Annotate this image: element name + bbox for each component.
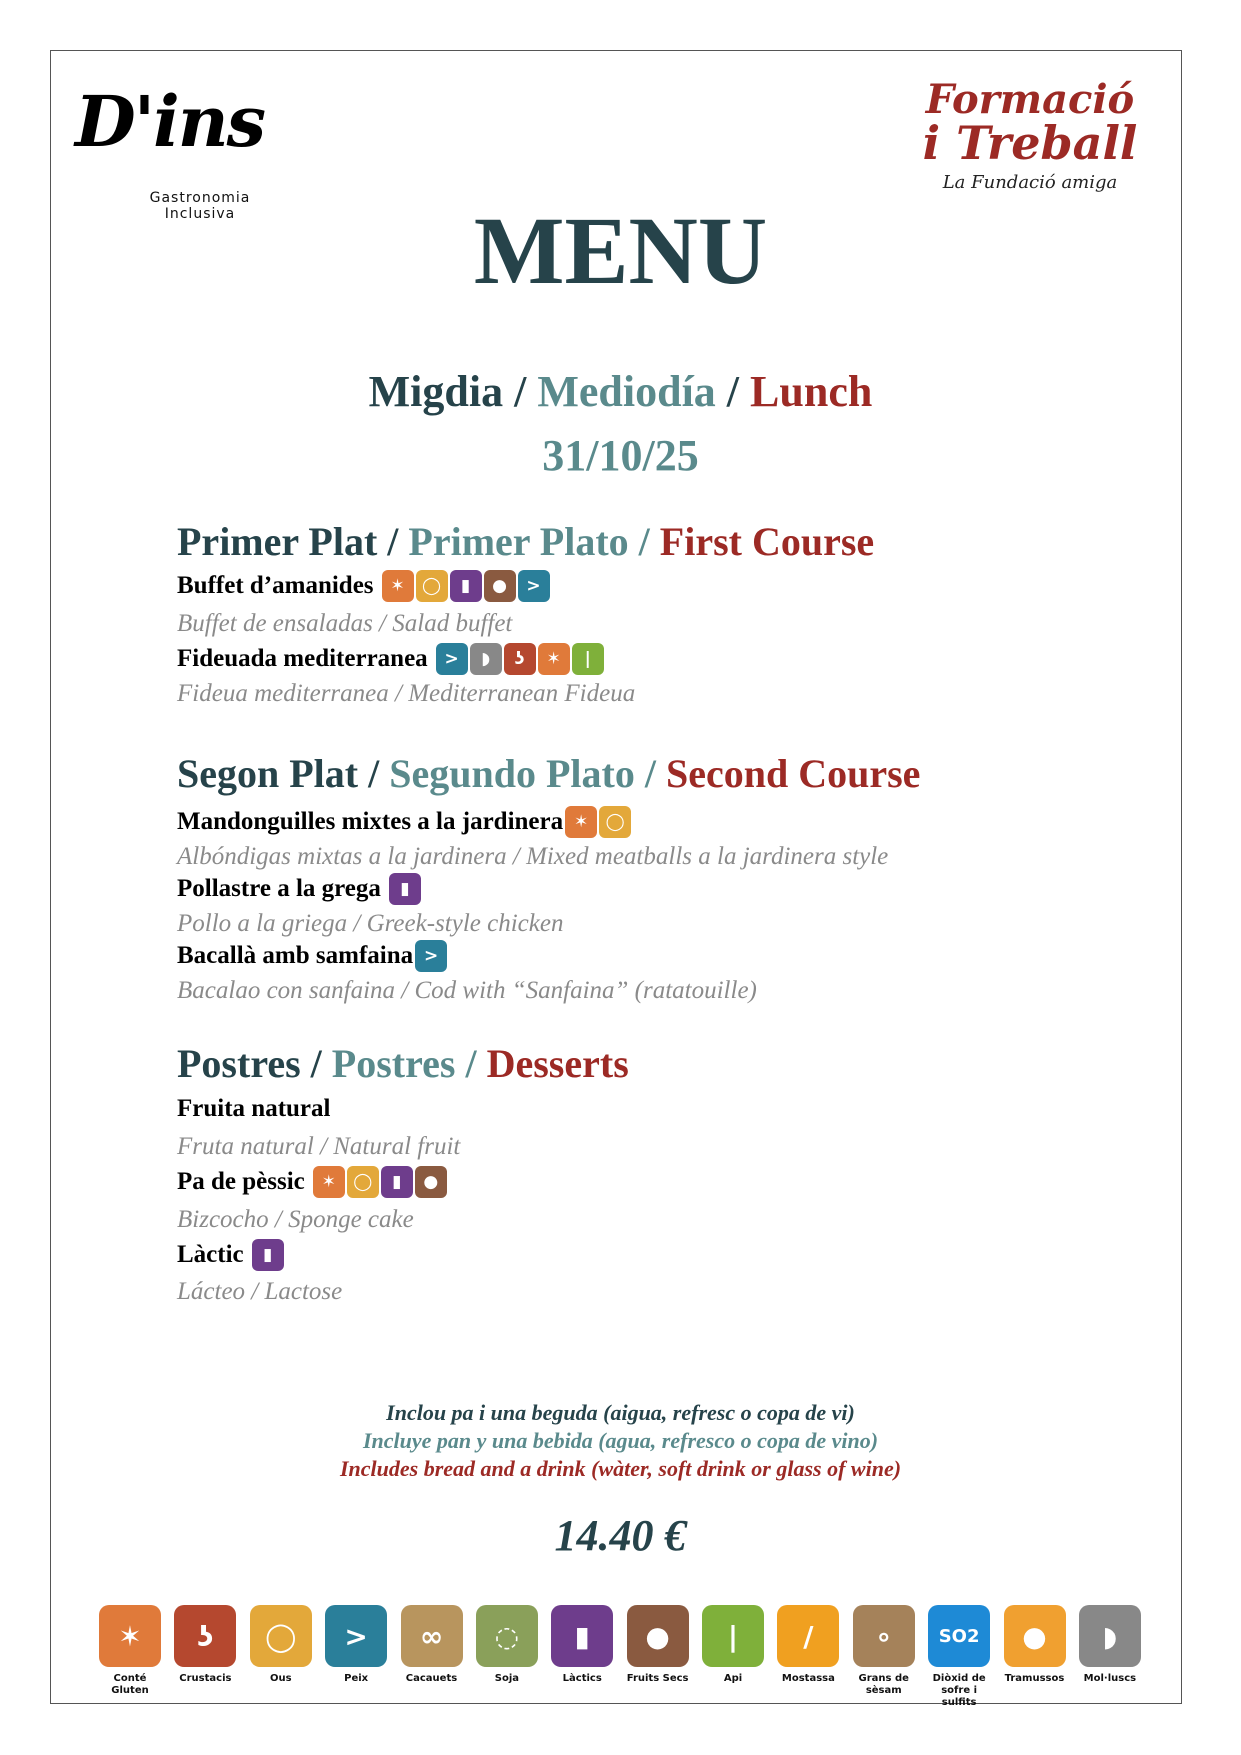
legend-item [472,1605,542,1709]
legend-item [1075,1605,1145,1709]
fish-icon: > [325,1605,387,1667]
dish-translation: Pollo a la griega / Greek-style chicken [177,910,564,937]
milk-icon: ▮ [450,570,482,602]
legend-item [924,1605,994,1709]
wheat-icon: ✶ [538,643,570,675]
allergen-icons [313,1166,449,1198]
note-en: Includes bread and a drink (wàter, soft drink or glass of wine) [339,1456,902,1481]
note-ca: Inclou pa i una beguda (aigua, refresc o copa de vi) [386,1400,855,1425]
legend-label: Ous [269,1673,292,1684]
allergen-icons [436,643,606,675]
meal-sep-2: / [715,367,751,416]
shrimp-icon: ʖ [504,643,536,675]
wheat-icon: ✶ [99,1605,161,1667]
meal-sep-1: / [503,367,538,416]
celery-icon: | [572,643,604,675]
logo-line-1: Formació [925,76,1135,123]
fish-icon: > [415,940,447,972]
page-title: MENU [473,197,768,304]
dish-name: Làctic [177,1241,244,1268]
dish-name: Bacallà amb samfaina [177,942,414,969]
section-ca: Segon Plat / [177,751,380,796]
legend-item [397,1605,467,1709]
menu-date: 31/10/25 [542,431,699,480]
sesame-icon: ∘ [853,1605,915,1667]
section-en: Second Course [665,751,921,796]
fish-icon: > [436,643,468,675]
menu-price: 14.40 € [554,1511,687,1560]
egg-icon: ◯ [416,570,448,602]
dish-item [177,806,633,838]
section-en: Desserts [486,1041,629,1086]
legend-label: Làctics [562,1673,602,1684]
legend-item [170,1605,240,1709]
section-heading-first [177,518,874,565]
legend-label: Diòxid de sofre i sulfits [932,1673,986,1708]
dish-name: Buffet d’amanides [177,572,374,599]
meal-ca: Migdia [368,367,504,416]
nut-icon: ● [484,570,516,602]
dish-translation: Albóndigas mixtas a la jardinera / Mixed meatballs a la jardinera style [177,843,889,870]
shrimp-icon: ʖ [174,1605,236,1667]
dish-item [177,1166,449,1198]
dish-name: Pa de pèssic [177,1168,305,1195]
meal-es: Mediodía [537,367,716,416]
allergen-icons [252,1239,286,1271]
soy-icon: ◌ [476,1605,538,1667]
dish-translation: Lácteo / Lactose [177,1278,343,1305]
so2-icon: SO2 [928,1605,990,1667]
allergen-icons [389,873,423,905]
dish-item [177,1095,330,1123]
allergen-icons [415,940,449,972]
dish-translation: Fideua mediterranea / Mediterranean Fideua [177,680,636,707]
milk-icon: ▮ [381,1166,413,1198]
dish-translation: Bacalao con sanfaina / Cod with “Sanfaina” (ratatouille) [177,977,757,1004]
legend-label: Conté Gluten [111,1673,149,1696]
section-ca: Primer Plat / [177,519,399,564]
dish-translation: Fruta natural / Natural fruit [177,1133,461,1160]
lupin-icon: ● [1004,1605,1066,1667]
allergen-legend [95,1605,1145,1709]
dish-name: Fideuada mediterranea [177,645,428,672]
dish-item [177,940,449,972]
legend-label: Peix [344,1673,369,1684]
mustard-icon: / [777,1605,839,1667]
section-es: Postres / [331,1041,477,1086]
milk-icon: ▮ [551,1605,613,1667]
legend-label: Tramussos [1004,1673,1065,1684]
dish-name: Pollastre a la grega [177,875,381,902]
legend-item [95,1605,165,1709]
dish-item [177,873,423,905]
dish-name: Fruita natural [177,1095,331,1122]
dish-item [177,643,606,675]
allergen-icons [565,806,633,838]
meal-en: Lunch [750,367,873,416]
legend-item [849,1605,919,1709]
allergen-icons [382,570,552,602]
logo-line-3: La Fundació amiga [942,172,1118,193]
dins-logo-subtitle: Gastronomia Inclusiva [149,190,251,222]
legend-item [773,1605,843,1709]
section-heading-second [177,750,920,797]
dish-translation: Bizcocho / Sponge cake [177,1206,414,1233]
legend-label: Mol·luscs [1083,1673,1137,1684]
celery-icon: | [702,1605,764,1667]
milk-icon: ▮ [389,873,421,905]
nut-icon: ● [627,1605,689,1667]
egg-icon: ◯ [599,806,631,838]
legend-item [321,1605,391,1709]
dish-translation: Buffet de ensaladas / Salad buffet [177,610,513,637]
wheat-icon: ✶ [382,570,414,602]
section-ca: Postres / [177,1041,322,1086]
section-en: First Course [659,519,875,564]
dish-item [177,1239,286,1271]
meal-heading [0,365,1241,419]
legend-label: Cacauets [405,1673,458,1684]
legend-label: Grans de sèsam [858,1673,909,1696]
legend-item [698,1605,768,1709]
dins-logo-word: D'ins [75,80,265,163]
legend-item [547,1605,617,1709]
section-es: Segundo Plato / [389,751,656,796]
wheat-icon: ✶ [313,1166,345,1198]
wheat-icon: ✶ [565,806,597,838]
mollusc-icon: ◗ [1079,1605,1141,1667]
egg-icon: ◯ [347,1166,379,1198]
section-heading-dessert [177,1040,629,1087]
legend-label: Soja [494,1673,519,1684]
legend-label: Api [723,1673,743,1684]
legend-label: Mostassa [781,1673,835,1684]
legend-item [623,1605,693,1709]
dish-name: Mandonguilles mixtes a la jardinera [177,808,564,835]
section-es: Primer Plato / [408,519,650,564]
legend-item [1000,1605,1070,1709]
peanut-icon: ∞ [401,1605,463,1667]
logo-line-2: i Treball [922,116,1138,170]
nut-icon: ● [415,1166,447,1198]
legend-label: Fruits Secs [626,1673,689,1684]
legend-label: Crustacis [179,1673,232,1684]
egg-icon: ◯ [250,1605,312,1667]
milk-icon: ▮ [252,1239,284,1271]
dish-item [177,570,552,602]
fish-icon: > [518,570,550,602]
note-es: Incluye pan y una bebida (agua, refresco o copa de vino) [362,1428,879,1453]
mollusc-icon: ◗ [470,643,502,675]
legend-item [246,1605,316,1709]
